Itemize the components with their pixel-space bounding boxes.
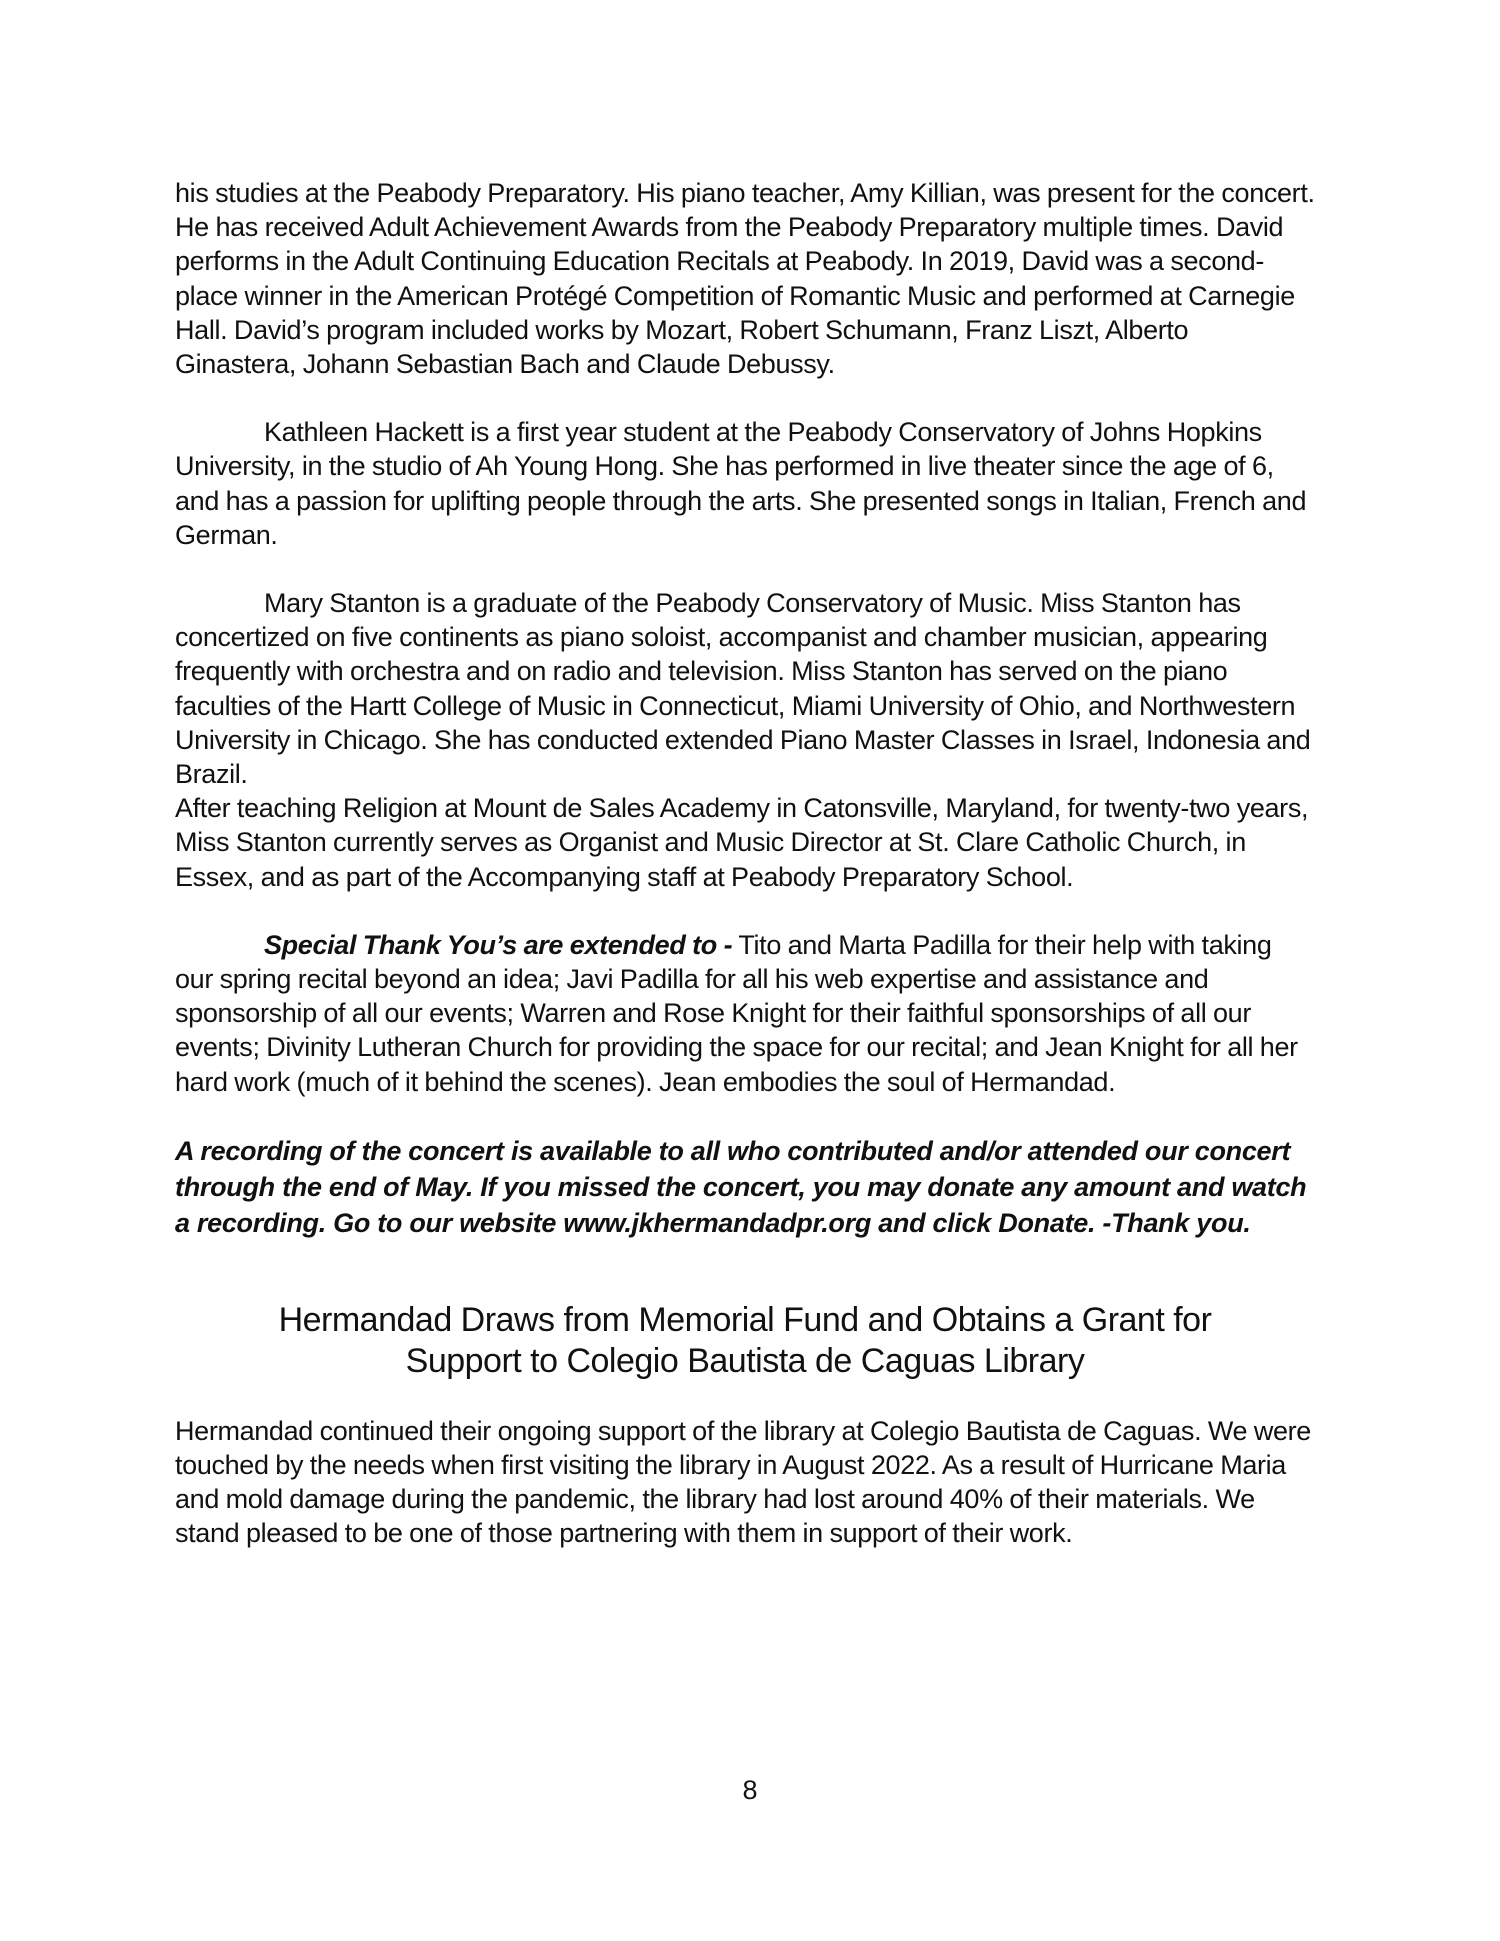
special-thanks-lead: Special Thank You’s are extended to - [264, 929, 733, 960]
section-heading-line2: Support to Colegio Bautista de Caguas Library [405, 1341, 1085, 1380]
spacer [175, 1242, 1315, 1300]
spacer [175, 1099, 1315, 1133]
special-thanks-body: Tito and Marta Padilla for their help with taking our spring recital beyond an idea; Javi Padilla for all his web expertise and assistance and sponsorship of all our events; Warren and Rose Knight for their faithful sponsorships of all our events; Divinity Lutheran Church for providing the space for our recital; and Jean Knight for all her hard work (much of it behind the scenes). Jean embodies the soul of Hermandad. [175, 929, 1298, 1097]
document-page [175, 176, 1315, 1551]
spacer [175, 381, 1315, 415]
section-heading [175, 1300, 1315, 1382]
paragraph-mary-stanton-bio-continued: After teaching Religion at Mount de Sales Academy in Catonsville, Maryland, for twenty-two years, Miss Stanton currently serves as Organist and Music Director at St. Clare Catholic Church, in Essex, and as part of the Accompanying staff at Peabody Preparatory School. [175, 793, 1309, 892]
paragraph-kathleen-hackett-bio: Kathleen Hackett is a first year student at the Peabody Conservatory of Johns Hopkins University, in the studio of Ah Young Hong. She has performed in live theater since the age of 6, and has a passion for uplifting people through the arts. She presented songs in Italian, French and German. [175, 417, 1307, 550]
page-number: 8 [742, 1775, 758, 1805]
spacer [175, 552, 1315, 586]
paragraph-special-thanks [175, 928, 1315, 1099]
spacer [175, 894, 1315, 928]
paragraph-mary-stanton-bio: Mary Stanton is a graduate of the Peabody Conservatory of Music. Miss Stanton has concertized on five continents as piano soloist, accompanist and chamber musician, appearing frequently with orchestra and on radio and television. Miss Stanton has served on the piano faculties of the Hartt College of Music in Connecticut, Miami University of Ohio, and Northwestern University in Chicago. She has conducted extended Piano Master Classes in Israel, Indonesia and Brazil. [175, 588, 1311, 790]
section-heading-line1: Hermandad Draws from Memorial Fund and Obtains a Grant for [278, 1300, 1212, 1339]
paragraph-library-support: Hermandad continued their ongoing support of the library at Colegio Bautista de Caguas. We were touched by the needs when first visiting the library in August 2022. As a result of Hurricane Maria and mold damage during the pandemic, the library had lost around 40% of their materials. We stand pleased to be one of those partnering with them in support of their work. [175, 1415, 1311, 1549]
spacer [175, 1382, 1315, 1414]
paragraph-david-bio: his studies at the Peabody Preparatory. His piano teacher, Amy Killian, was present for the concert. He has received Adult Achievement Awards from the Peabody Preparatory multiple times. David performs in the Adult Continuing Education Recitals at Peabody. In 2019, David was a second-place winner in the American Protégé Competition of Romantic Music and performed at Carnegie Hall. David’s program included works by Mozart, Robert Schumann, Franz Liszt, Alberto Ginastera, Johann Sebastian Bach and Claude Debussy. [175, 178, 1315, 380]
recording-notice: A recording of the concert is available to all who contributed and/or attended our concert through the end of May. If you missed the concert, you may donate any amount and watch a recording. Go to our website www.jkhermandadpr.org and click Donate. -Thank you. [175, 1135, 1307, 1239]
